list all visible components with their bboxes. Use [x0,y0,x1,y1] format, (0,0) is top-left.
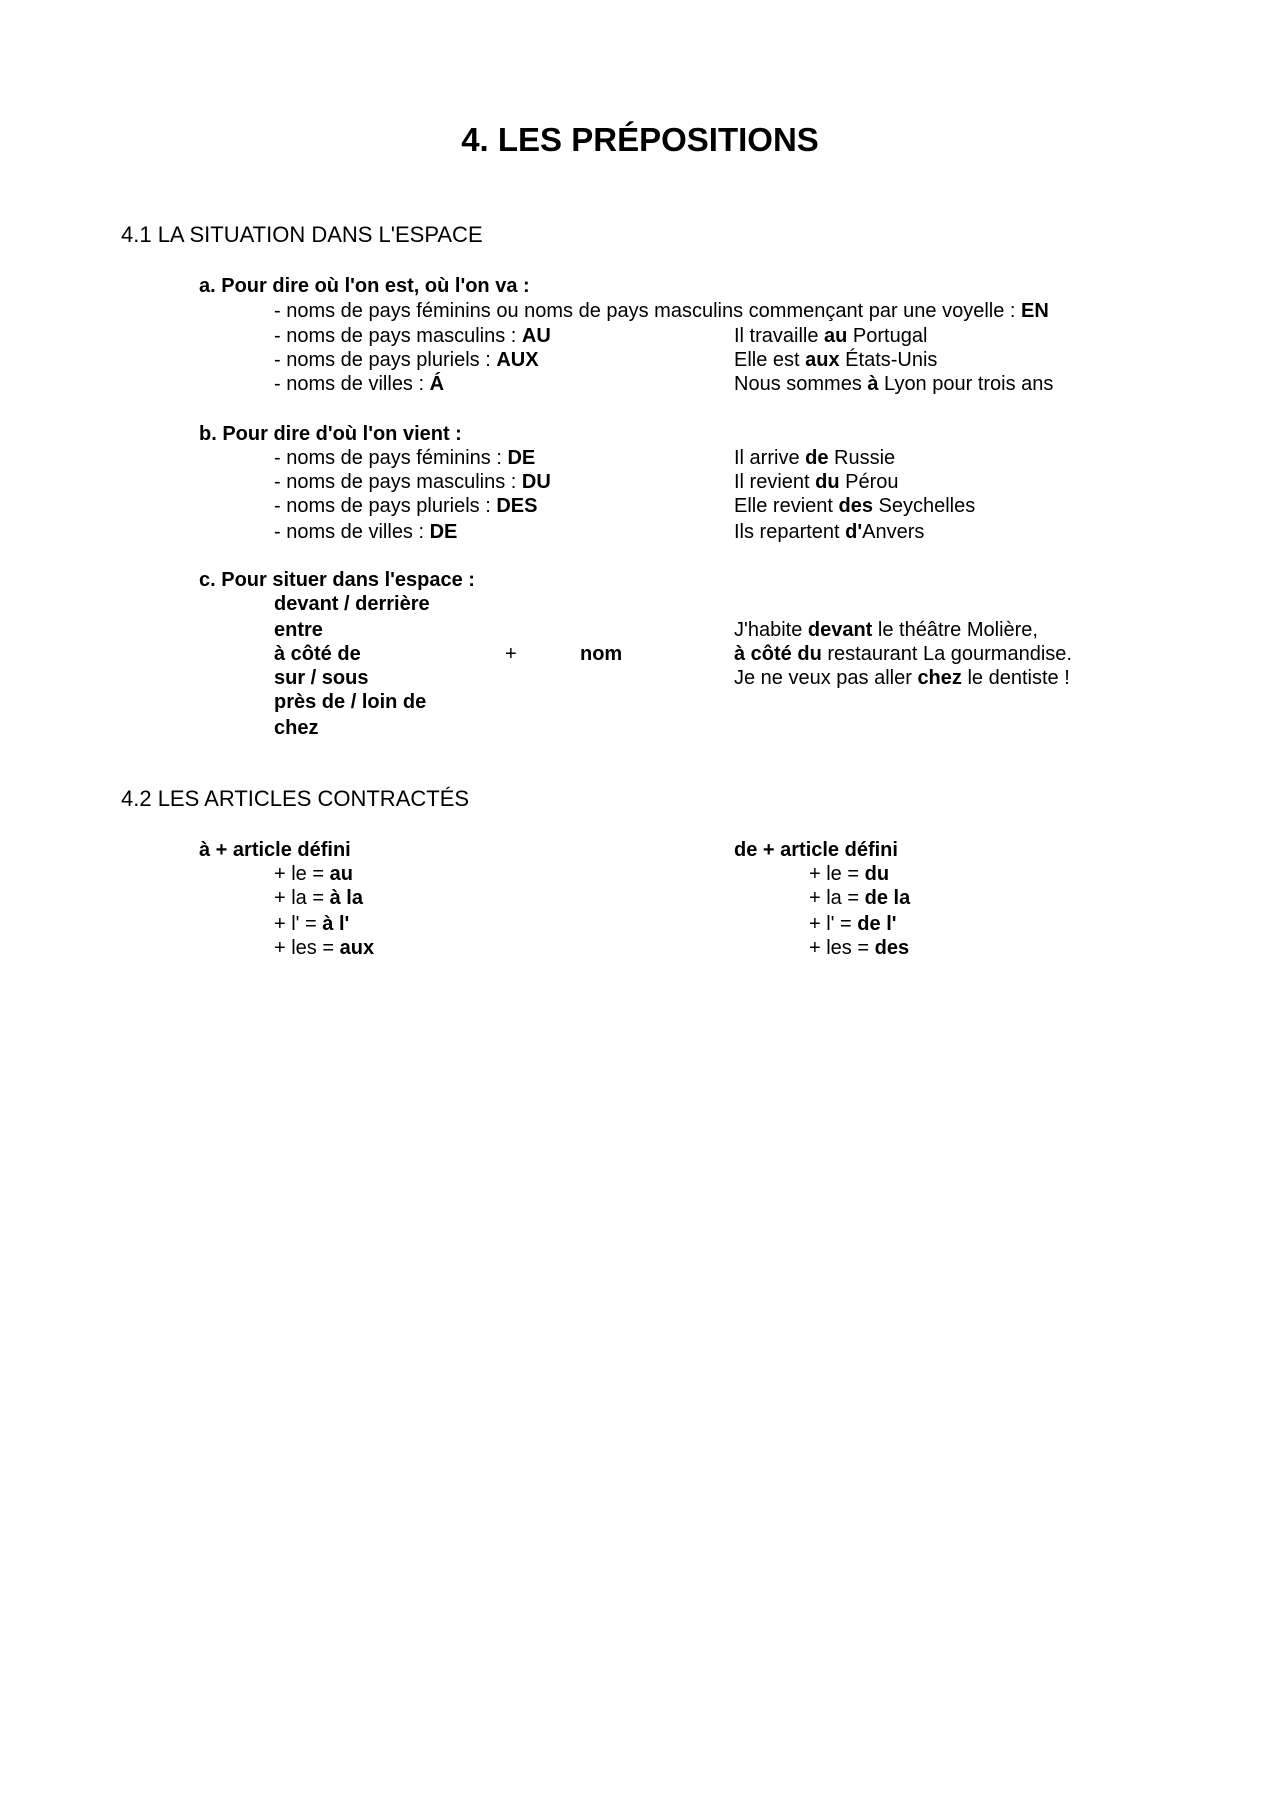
preposition-word: près de / loin de [274,691,427,713]
subsection-a-heading: a. Pour dire où l'on est, où l'on va : [199,275,530,297]
example-line: Je ne veux pas aller chez le dentiste ! [734,667,1070,689]
example-line: Il arrive de Russie [734,447,896,469]
article-row: + les = aux [274,937,375,959]
example-line: Elle est aux États-Unis [734,349,938,371]
article-row: + l' = de l' [809,913,897,935]
rule-line: - noms de pays masculins : AU [274,325,551,347]
example-line: Il revient du Pérou [734,471,899,493]
preposition-word: chez [274,717,319,739]
article-row: + la = à la [274,887,363,909]
preposition-word: sur / sous [274,667,369,689]
right-column-heading: de + article défini [734,839,898,861]
article-row: + les = des [809,937,910,959]
preposition-word: devant / derrière [274,593,430,615]
example-line: Ils repartent d'Anvers [734,521,925,543]
rule-line: - noms de pays féminins : DE [274,447,536,469]
rule-line: - noms de villes : Á [274,373,445,395]
example-line: à côté du restaurant La gourmandise. [734,643,1072,665]
nom-label: nom [580,643,623,665]
preposition-word: entre [274,619,323,641]
article-row: + la = de la [809,887,911,909]
example-line: Il travaille au Portugal [734,325,928,347]
subsection-c-heading: c. Pour situer dans l'espace : [199,569,475,591]
rule-line: - noms de villes : DE [274,521,458,543]
rule-line: - noms de pays pluriels : DES [274,495,538,517]
subsection-b-heading: b. Pour dire d'où l'on vient : [199,423,462,445]
example-line: Nous sommes à Lyon pour trois ans [734,373,1054,395]
left-column-heading: à + article défini [199,839,351,861]
page-title: 4. LES PRÉPOSITIONS [461,121,819,158]
example-line: J'habite devant le théâtre Molière, [734,619,1038,641]
rule-line: - noms de pays pluriels : AUX [274,349,539,371]
article-row: + le = du [809,863,890,885]
example-line: Elle revient des Seychelles [734,495,976,517]
plus-sign: + [505,643,517,665]
preposition-word: à côté de [274,643,361,665]
article-row: + l' = à l' [274,913,350,935]
section-heading-4-2: 4.2 LES ARTICLES CONTRACTÉS [121,786,470,811]
rule-line: - noms de pays masculins : DU [274,471,551,493]
section-heading-4-1: 4.1 LA SITUATION DANS L'ESPACE [121,222,483,247]
rule-line: - noms de pays féminins ou noms de pays masculins commençant par une voyelle : EN [274,300,1049,322]
article-row: + le = au [274,863,353,885]
